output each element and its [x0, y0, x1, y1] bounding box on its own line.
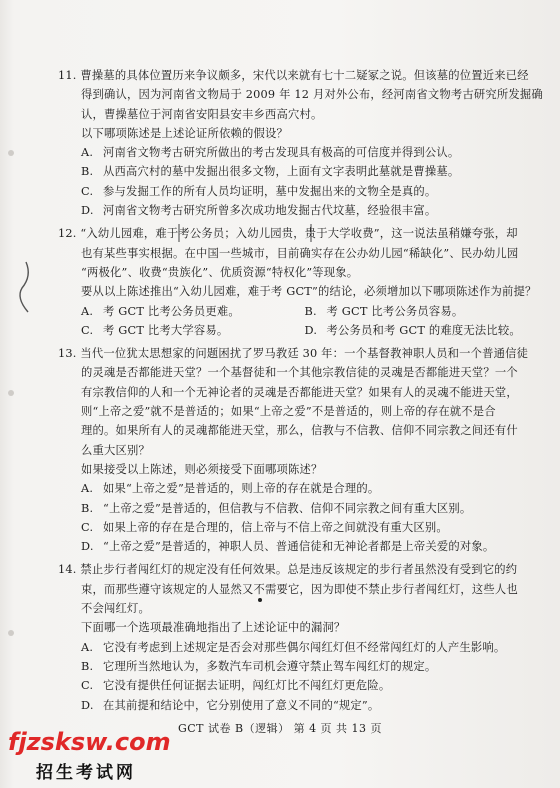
option-b [305, 302, 529, 321]
option-d [305, 321, 529, 340]
option-text: “上帝之爱”是普适的，但信教与不信教、信仰不同宗教之间有重大区别。 [103, 501, 472, 515]
option-text: 如果“上帝之爱”是普适的，则上帝的存在就是合理的。 [103, 482, 380, 496]
question-line: 的灵魂是否都能进天堂？一个基督徒和一个其他宗教信徒的灵魂是否都能进天堂？一个 [81, 366, 518, 380]
question-12 [58, 224, 537, 340]
question-prompt: 如果接受以上陈述，则必须接受下面哪项陈述？ [81, 462, 323, 476]
option-text: 在其前提和结论中，它分别使用了意义不同的“规定”。 [103, 698, 380, 712]
option-a [58, 143, 528, 162]
question-prompt: 以下哪项陈述是上述论证所依赖的假设？ [81, 126, 288, 140]
option-letter: B. [81, 165, 94, 179]
option-letter: A. [81, 640, 94, 654]
option-a [81, 302, 305, 321]
question-line: 认，曹操墓位于河南省安阳县安丰乡西高穴村。 [81, 107, 323, 121]
question-text: 曹操墓的具体位置历来争议颇多，宋代以来就有七十二疑冢之说。但该墓的位置近来已经 [80, 69, 529, 82]
option-text: 它理所当然地认为，多数汽车司机会遵守禁止驾车闯红灯的规定。 [103, 659, 437, 673]
question-line: 不会闯红灯。 [81, 602, 150, 616]
binding-hole [8, 390, 14, 396]
option-a [58, 638, 528, 657]
question-line: 得到确认，因为河南省文物局于 2009 年 12 月对外公布，经河南省文物考古研究所发掘确 [81, 88, 543, 102]
option-letter: D. [81, 540, 94, 554]
question-line: 么重大区别？ [81, 443, 150, 457]
question-text: “入幼儿园难，难于考公务员；入幼儿园贵，贵于大学收费”，这一说法虽稍嫌夸张，却 [80, 227, 518, 241]
exam-content [58, 66, 543, 715]
option-letter: A. [81, 482, 94, 496]
option-letter: C. [81, 679, 94, 693]
question-14 [58, 560, 528, 714]
question-line [58, 344, 528, 363]
question-13 [58, 344, 528, 556]
binding-hole [8, 150, 14, 156]
option-d [58, 201, 528, 220]
option-text: “上帝之爱”是普适的，神职人员、普通信徒和无神论者都是上帝关爱的对象。 [103, 540, 495, 554]
option-text: 如果上帝的存在是合理的，信上帝与不信上帝之间就没有重大区别。 [103, 520, 448, 534]
site-tagline: 招生考试网 [36, 763, 136, 783]
question-line: “两极化”、收费“贵族化”、优质资源“特权化”等现象。 [81, 265, 359, 279]
question-line: 也有某些事实根据。在中国一些城市，目前确实存在公办幼儿园“稀缺化”、民办幼儿园 [81, 246, 519, 260]
option-text: 河南省文物考古研究所做出的考古发现具有极高的可信度并得到公认。 [103, 146, 460, 160]
option-letter: D. [81, 698, 94, 712]
option-letter: A. [81, 146, 94, 160]
site-watermark: fjzsksw.com [8, 728, 171, 756]
question-line: 理的。如果所有人的灵魂都能进天堂，那么，信教与不信教、信仰不同宗教之间还有什 [81, 424, 518, 438]
question-line: 有宗教信仰的人和一个无神论者的灵魂是否都能进天堂？如果有人的灵魂不能进天堂， [81, 385, 518, 399]
option-letter: C. [81, 323, 94, 337]
question-number: 11. [58, 69, 77, 82]
option-a [58, 479, 528, 498]
question-text: 禁止步行者闯红灯的规定没有任何效果。总是违反该规定的步行者虽然没有受到它的约 [80, 563, 518, 577]
option-text: 考公务员和考 GCT 的难度无法比较。 [326, 323, 521, 337]
option-letter: A. [81, 304, 94, 318]
question-line: 则“上帝之爱”就不是普适的；如果“上帝之爱”不是普适的，则上帝的存在就不是合 [81, 405, 496, 419]
dot-mark [258, 598, 262, 602]
question-number: 12. [58, 227, 77, 241]
option-text: 考 GCT 比考公务员更难。 [103, 304, 240, 318]
question-11 [58, 66, 543, 220]
pen-scribble [170, 222, 188, 246]
pen-scribble [302, 222, 320, 246]
option-letter: B. [81, 501, 94, 515]
question-text: 当代一位犹太思想家的问题困扰了罗马教廷 30 年：一个基督教神职人员和一个普通信徒 [80, 347, 529, 361]
option-text: 河南省文物考古研究所曾多次成功地发掘古代坟墓，经验很丰富。 [103, 204, 437, 218]
option-letter: B. [304, 304, 317, 318]
option-letter: C. [81, 520, 94, 534]
page-footer: GCT 试卷 B（逻辑） 第 4 页 共 13 页 [177, 722, 383, 735]
option-d [58, 537, 528, 556]
option-c [58, 676, 528, 695]
option-letter: B. [81, 659, 94, 673]
option-c [81, 321, 305, 340]
option-row [58, 321, 528, 340]
option-letter: D. [81, 204, 94, 218]
pen-scribble [12, 258, 42, 318]
option-text: 参与发掘工作的所有人员均证明，墓中发掘出来的文物全是真的。 [103, 184, 437, 198]
option-c [58, 518, 528, 537]
question-prompt: 要从以上陈述推出“入幼儿园难，难于考 GCT”的结论，必须增加以下哪项陈述作为前提？ [81, 285, 537, 299]
option-c [58, 182, 528, 201]
question-line [58, 66, 528, 85]
option-row [58, 302, 528, 321]
binding-hole [8, 630, 14, 636]
option-text: 考 GCT 比考公务员容易。 [326, 304, 464, 318]
option-text: 考 GCT 比考大学容易。 [103, 323, 229, 337]
question-number: 14. [58, 563, 77, 577]
question-prompt: 下面哪一个选项最准确地指出了上述论证中的漏洞？ [81, 621, 346, 635]
question-line [58, 224, 528, 243]
question-line [58, 560, 528, 579]
question-number: 13. [58, 347, 77, 361]
option-b [58, 499, 528, 518]
option-letter: D. [304, 323, 318, 337]
option-b [58, 657, 528, 676]
question-line: 束，而那些遵守该规定的人显然又不需要它，因为即使不禁止步行者闯红灯，这些人也 [81, 582, 518, 596]
option-b [58, 162, 528, 181]
option-letter: C. [81, 184, 94, 198]
option-text: 它没有提供任何证据去证明，闯红灯比不闯红灯更危险。 [103, 679, 391, 693]
option-text: 从西高穴村的墓中发掘出很多文物，上面有文字表明此墓就是曹操墓。 [103, 165, 460, 179]
option-text: 它没有考虑到上述规定是否会对那些偶尔闯红灯但不经常闯红灯的人产生影响。 [103, 640, 506, 654]
option-d [58, 696, 528, 715]
